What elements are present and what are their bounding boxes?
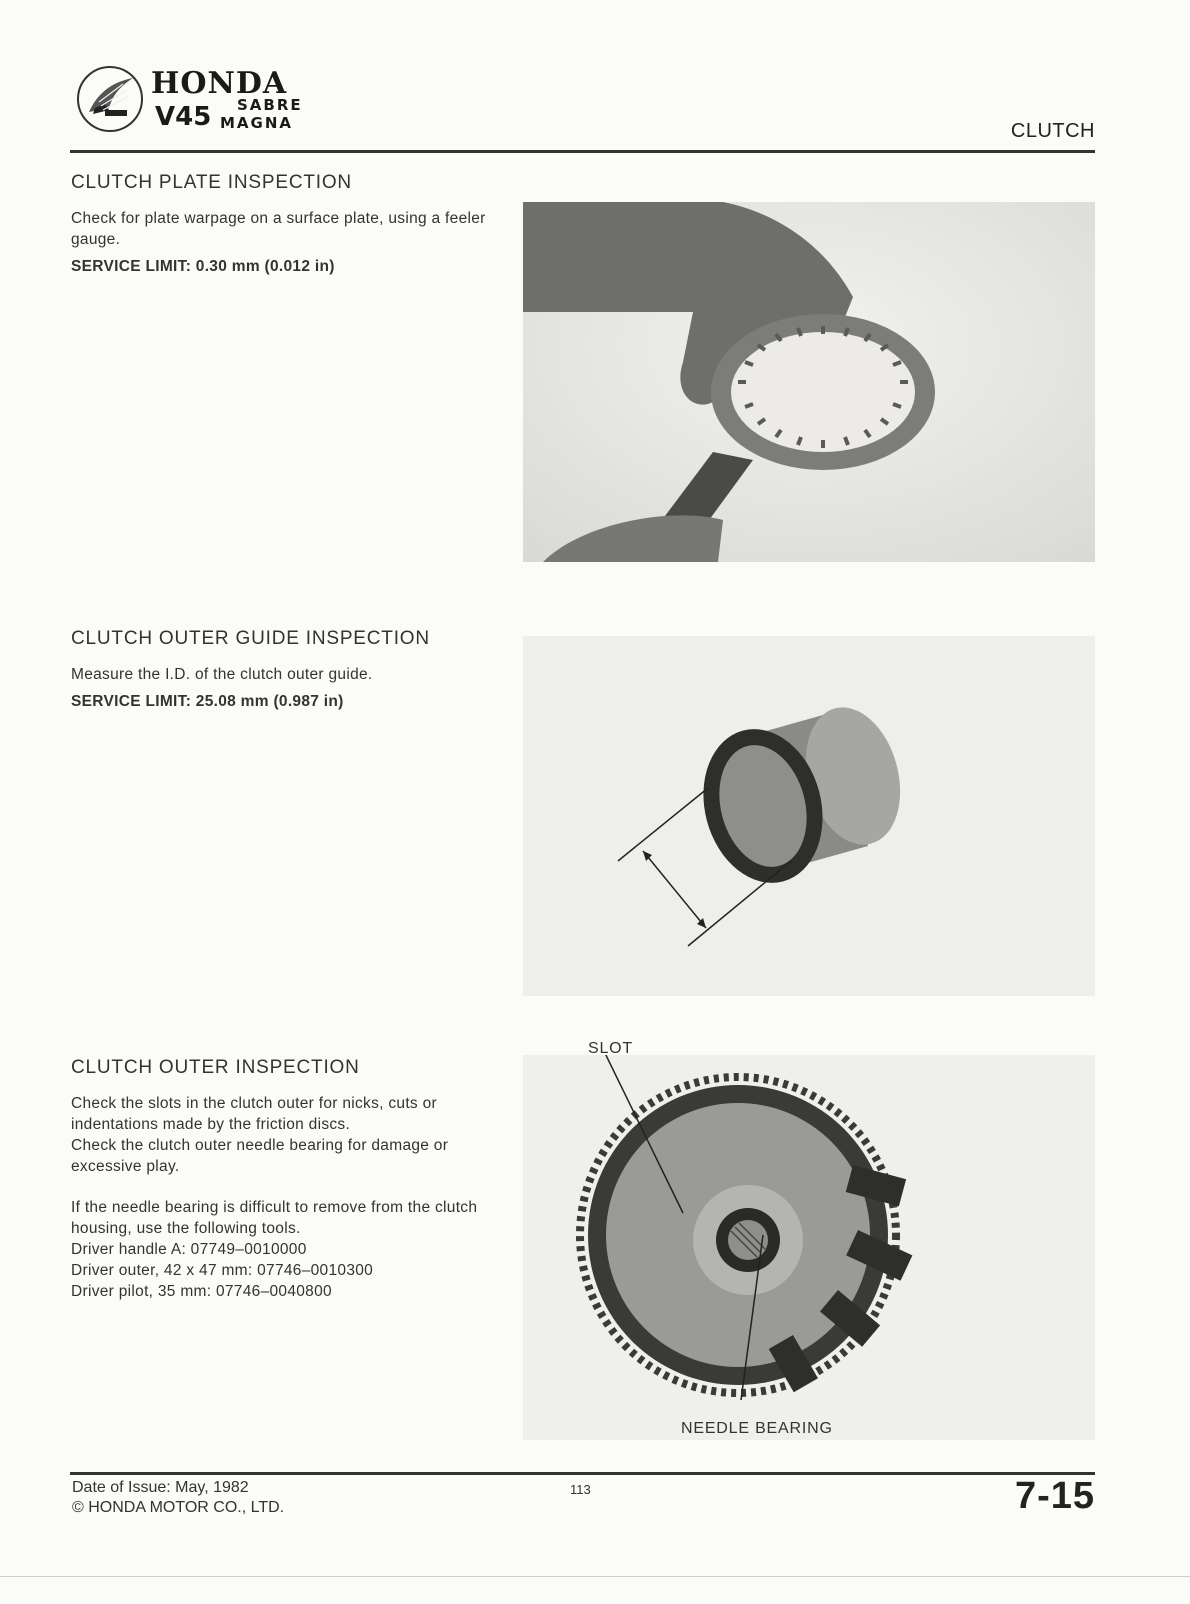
- model-sub-sabre: SABRE: [237, 96, 303, 114]
- tools-intro: If the needle bearing is difficult to remove from the clutch housing, use the following tools.: [71, 1199, 478, 1237]
- service-limit: SERVICE LIMIT: 25.08 mm (0.987 in): [71, 693, 344, 710]
- issue-date: Date of Issue: May, 1982: [72, 1479, 249, 1496]
- model-sub-magna: MAGNA: [220, 114, 294, 132]
- section-clutch-plate: [71, 172, 491, 277]
- clutch-outer-photo: [523, 1055, 1095, 1440]
- clutch-outer-guide-photo: [523, 636, 1095, 996]
- tool-item: Driver outer, 42 x 47 mm: 07746–0010300: [71, 1262, 374, 1279]
- tool-item: Driver handle A: 07749–0010000: [71, 1241, 307, 1258]
- tool-item: Driver pilot, 35 mm: 07746–0040800: [71, 1283, 332, 1300]
- section-body: Check the slots in the clutch outer for nicks, cuts or indentations made by the friction discs.: [71, 1095, 437, 1133]
- model-name: V45: [155, 102, 212, 132]
- clutch-plate-photo: [523, 202, 1095, 562]
- section-title: CLUTCH OUTER GUIDE INSPECTION: [71, 628, 430, 649]
- copyright: © HONDA MOTOR CO., LTD.: [72, 1499, 285, 1516]
- footer-rule: [70, 1472, 1095, 1475]
- service-limit: SERVICE LIMIT: 0.30 mm (0.012 in): [71, 258, 335, 275]
- footer-info: [72, 1478, 284, 1518]
- section-title: CLUTCH OUTER INSPECTION: [71, 1057, 360, 1078]
- section-title: CLUTCH PLATE INSPECTION: [71, 172, 352, 193]
- section-clutch-outer: [71, 1057, 491, 1302]
- scan-edge-line: [0, 1576, 1190, 1577]
- callout-needle-bearing: NEEDLE BEARING: [681, 1420, 833, 1437]
- section-body: Measure the I.D. of the clutch outer guide.: [71, 666, 373, 683]
- brand-name: HONDA: [151, 66, 288, 101]
- honda-logo: [75, 64, 345, 144]
- chapter-page-number: 7-15: [1014, 1475, 1095, 1517]
- section-body-2: Check the clutch outer needle bearing for damage or excessive play.: [71, 1137, 449, 1175]
- honda-wing-emblem-icon: [75, 64, 145, 134]
- page-number: 113: [570, 1482, 591, 1497]
- header-rule: [70, 150, 1095, 153]
- section-body: Check for plate warpage on a surface plate, using a feeler gauge.: [71, 210, 486, 248]
- callout-slot: SLOT: [588, 1040, 633, 1057]
- section-clutch-outer-guide: [71, 628, 491, 712]
- section-tag: CLUTCH: [1010, 120, 1095, 142]
